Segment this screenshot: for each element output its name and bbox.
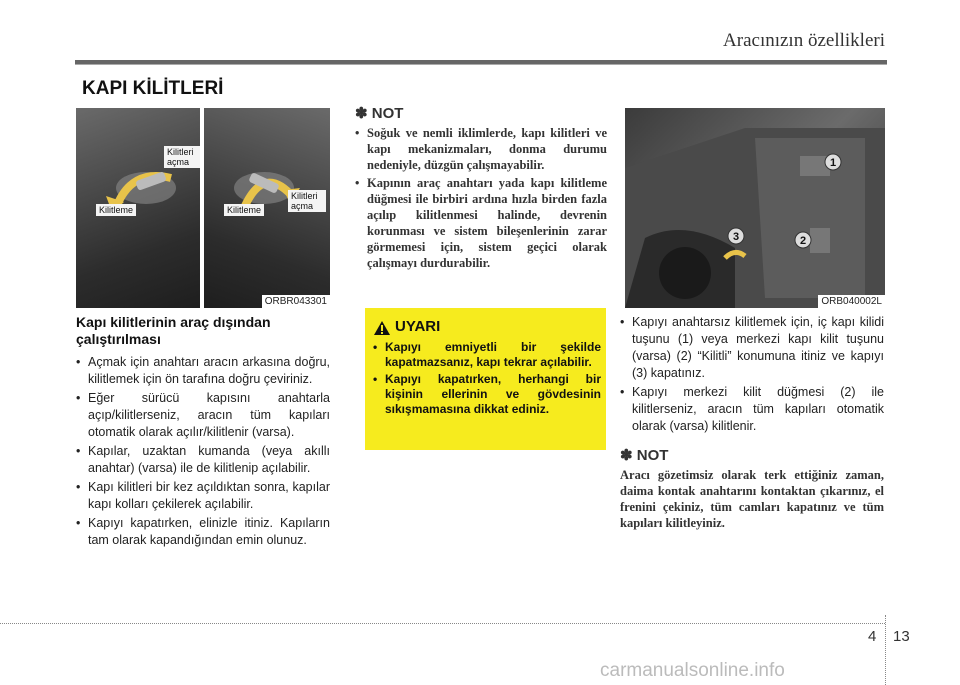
key-rotation-illustration-left	[76, 108, 200, 308]
chapter-number: 4	[868, 628, 877, 645]
column-3	[620, 314, 884, 531]
page-number: 13	[893, 628, 910, 645]
column-2-note	[355, 105, 607, 273]
label-lock-1: Kilitleme	[96, 204, 136, 216]
list-item: • Kapıyı emniyetli bir şekilde kapatmazsanız, kapı tekrar açılabilir.	[373, 340, 601, 370]
list-item: • Eğer sürücü kapısını anahtarla açıp/kilitlerseniz, aracın tüm kapıları otomatik olarak açılır/kilitlenir (varsa).	[76, 390, 330, 441]
note-text-2: Aracı gözetimsiz olarak terk ettiğiniz zaman, daima kontak anahtarını kontaktan çıkarınız, el frenini çekiniz, tüm camları kapatınız ve tüm kapıları kilitleyiniz.	[620, 468, 884, 530]
footer-divider	[885, 615, 886, 685]
watermark: carmanualsonline.info	[600, 660, 785, 681]
car-door-illustration	[625, 108, 885, 308]
note-title: ✽ NOT	[355, 105, 404, 122]
door-key-photo-left	[76, 108, 200, 308]
list-item: • Kapı kilitleri bir kez açıldıktan sonra, kapılar kapı kolları çekilerek açılabilir.	[76, 479, 330, 513]
list-item: • Kapılar, uzaktan kumanda (veya akıllı anahtar) (varsa) ile de kilitlenip açılabilir.	[76, 443, 330, 477]
warning-box	[365, 308, 606, 450]
photo-code-right: ORB040002L	[818, 295, 885, 308]
header-rule-light	[75, 64, 887, 65]
list-item: • Kapıyı kapatırken, elinizle itiniz. Kapıların tam olarak kapandığından emin olunuz.	[76, 515, 330, 549]
list-item: • Kapıyı kapatırken, herhangi bir kişinin ellerinin ve gövdesinin sıkışmamasına dikkat ediniz.	[373, 372, 601, 417]
callout-3: 3	[732, 231, 740, 243]
list-item: • Kapının araç anahtarı yada kapı kilitleme düğmesi ile birbiri ardına hızla birden fazla açılıp kilitlenmesi halinde, devrenin korunması ve sistem bileşenlerinin zarar görmemesi için, sistem geçici olarak çalışmayı durdurabilir.	[355, 175, 607, 271]
callout-1: 1	[829, 157, 837, 169]
section-title: KAPI KİLİTLERİ	[82, 78, 224, 99]
exterior-lock-list	[76, 354, 330, 549]
warning-triangle-icon	[373, 320, 391, 336]
warning-title: UYARI	[395, 318, 441, 335]
note-list	[355, 125, 607, 271]
warning-list	[373, 340, 601, 419]
note-title-2: ✽ NOT	[620, 447, 669, 464]
column-1	[76, 314, 330, 551]
footer-rule	[0, 623, 885, 624]
label-lock-2: Kilitleme	[224, 204, 264, 216]
list-item: • Açmak için anahtarı aracın arkasına doğru, kilitlemek için ön tarafına doğru çeviriniz.	[76, 354, 330, 388]
door-key-photo-right	[204, 108, 330, 308]
callout-2: 2	[799, 235, 807, 247]
label-unlock-2: Kilitleri açma	[288, 190, 326, 212]
car-door-photo	[625, 108, 885, 308]
list-item: • Kapıyı merkezi kilit düğmesi (2) ile kilitlerseniz, aracın tüm kapıları otomatik olarak (varsa) kilitlenir.	[620, 384, 884, 435]
photo-code-left: ORBR043301	[262, 295, 330, 308]
interior-lock-list	[620, 314, 884, 435]
chapter-title: Aracınızın özellikleri	[723, 30, 885, 51]
list-item: • Kapıyı anahtarsız kilitlemek için, iç kapı kilidi tuşunu (1) veya merkezi kapı kilit tuşunu (varsa) (2) “Kilitli” konumuna itiniz ve kapıyı (3) kapatınız.	[620, 314, 884, 382]
label-unlock-1: Kilitleri açma	[164, 146, 200, 168]
list-item: • Soğuk ve nemli iklimlerde, kapı kilitleri ve kapı mekanizmaları, donma durumu nedeniyle, düzgün çalışmayabilir.	[355, 125, 607, 173]
subheading-exterior-operation: Kapı kilitlerinin araç dışından çalıştırılması	[76, 314, 271, 347]
